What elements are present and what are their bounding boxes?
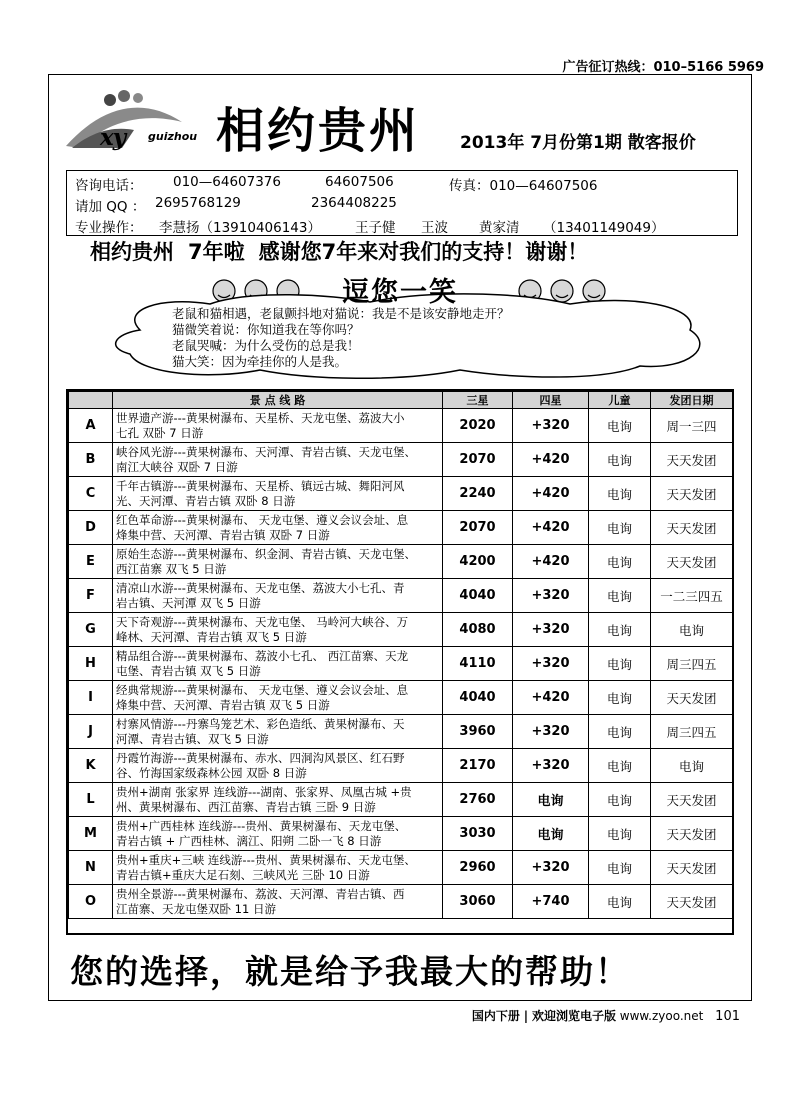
route-description — [113, 409, 443, 443]
price-three-star: 2960 — [443, 851, 513, 885]
price-four-star: +420 — [513, 477, 589, 511]
price-three-star: 2170 — [443, 749, 513, 783]
contact-box — [66, 170, 738, 236]
route-code: H — [69, 647, 113, 681]
price-three-star: 4040 — [443, 579, 513, 613]
route-description — [113, 511, 443, 545]
table-header-row — [69, 392, 733, 409]
footer-browse: 欢迎浏览电子版 — [531, 1009, 616, 1023]
departure-date: 一二三四五 — [651, 579, 733, 613]
route-line: 光、天河潭、青岩古镇 双卧 8 日游 — [116, 493, 296, 508]
price-child: 电询 — [589, 613, 651, 647]
price-three-star: 3030 — [443, 817, 513, 851]
route-code: N — [69, 851, 113, 885]
route-description — [113, 885, 443, 919]
price-three-star: 3960 — [443, 715, 513, 749]
route-line: 青岩古镇 + 广西桂林、漓江、阳朔 二卧一飞 8 日游 — [116, 833, 382, 848]
route-description — [113, 477, 443, 511]
price-four-star: +320 — [513, 613, 589, 647]
table-row — [69, 409, 733, 443]
route-line: 河潭、青岩古镇、双飞 5 日游 — [116, 731, 269, 746]
route-description — [113, 647, 443, 681]
price-four-star: +320 — [513, 851, 589, 885]
header-route: 景 点 线 路 — [113, 392, 443, 409]
header-child: 儿童 — [589, 392, 651, 409]
phone-2: 64607506 — [325, 174, 394, 190]
route-description — [113, 681, 443, 715]
price-child: 电询 — [589, 579, 651, 613]
departure-date: 天天发团 — [651, 885, 733, 919]
price-four-star: +320 — [513, 749, 589, 783]
ops-2: 王子健 — [355, 220, 396, 236]
route-description — [113, 715, 443, 749]
table-row — [69, 545, 733, 579]
route-line: 谷、竹海国家级森林公园 双卧 8 日游 — [116, 765, 307, 780]
joke-title: 逗您一笑 — [342, 277, 458, 308]
joke-line-4: 猫大笑：因为牵挂你的人是我。 — [172, 354, 348, 369]
thanks-banner — [90, 236, 588, 266]
route-code: L — [69, 783, 113, 817]
price-three-star: 4040 — [443, 681, 513, 715]
qq-label: 请加 QQ ： — [75, 199, 146, 215]
price-four-star: +320 — [513, 647, 589, 681]
route-code: C — [69, 477, 113, 511]
price-table-wrapper — [66, 389, 734, 935]
joke-line-3: 老鼠哭喊：为什么受伤的总是我！ — [172, 338, 360, 353]
table-row — [69, 647, 733, 681]
route-line: 烽集中营、天河潭、青岩古镇 双飞 5 日游 — [116, 697, 330, 712]
table-row — [69, 681, 733, 715]
ops-4: 黄家清 — [479, 220, 520, 236]
departure-date: 天天发团 — [651, 681, 733, 715]
footer-site: www.zyoo.net — [619, 1009, 704, 1023]
price-child: 电询 — [589, 783, 651, 817]
departure-date: 天天发团 — [651, 511, 733, 545]
price-child: 电询 — [589, 477, 651, 511]
ops-3: 王波 — [421, 220, 448, 236]
table-row — [69, 749, 733, 783]
price-four-star: +420 — [513, 511, 589, 545]
route-line: 峰林、天河潭、青岩古镇 双飞 5 日游 — [116, 629, 307, 644]
route-line: 江苗寨、天龙屯堡双卧 11 日游 — [116, 901, 276, 916]
price-child: 电询 — [589, 851, 651, 885]
route-code: A — [69, 409, 113, 443]
price-three-star: 2760 — [443, 783, 513, 817]
table-row — [69, 477, 733, 511]
logo-script: xy — [100, 124, 126, 151]
thanks-part2: 7年啦 — [188, 240, 245, 264]
route-line: 南江大峡谷 双卧 7 日游 — [116, 459, 238, 474]
price-four-star: +420 — [513, 443, 589, 477]
phone-1: 010—64607376 — [173, 174, 281, 190]
price-table — [68, 391, 733, 919]
joke-text — [172, 304, 692, 374]
route-line: 贵州全景游---黄果树瀑布、荔波、天河潭、青岩古镇、西 — [116, 886, 405, 901]
route-line: 贵州+重庆+三峡 连线游---贵州、黄果树瀑布、天龙屯堡、 — [116, 852, 416, 867]
qq-2: 2364408225 — [311, 195, 397, 211]
table-row — [69, 715, 733, 749]
joke-line-2: 猫微笑着说：你知道我在等你吗？ — [172, 322, 360, 337]
route-description — [113, 749, 443, 783]
ad-hotline: 广告征订热线：010–5166 5969 — [562, 60, 764, 75]
departure-date: 天天发团 — [651, 851, 733, 885]
header-three-star: 三星 — [443, 392, 513, 409]
price-three-star: 4200 — [443, 545, 513, 579]
route-code: B — [69, 443, 113, 477]
route-line: 青岩古镇+重庆大足石刻、三峡风光 三卧 10 日游 — [116, 867, 370, 882]
header-four-star: 四星 — [513, 392, 589, 409]
price-four-star: +320 — [513, 715, 589, 749]
price-child: 电询 — [589, 443, 651, 477]
departure-date: 周一三四 — [651, 409, 733, 443]
price-three-star: 2070 — [443, 443, 513, 477]
route-code: G — [69, 613, 113, 647]
footer-section: 国内下册 — [471, 1009, 520, 1023]
table-row — [69, 817, 733, 851]
route-description — [113, 443, 443, 477]
route-description — [113, 613, 443, 647]
route-line: 屯堡、青岩古镇 双飞 5 日游 — [116, 663, 261, 678]
ops-1: 李慧扬（13910406143） — [159, 220, 321, 236]
price-four-star: 电询 — [513, 783, 589, 817]
price-four-star: +420 — [513, 545, 589, 579]
issue-info: 2013年 7月份第1期 散客报价 — [460, 133, 696, 153]
price-three-star: 3060 — [443, 885, 513, 919]
page-number: 101 — [715, 1009, 740, 1024]
ops-5: （13401149049） — [543, 220, 665, 236]
departure-date: 天天发团 — [651, 477, 733, 511]
table-row — [69, 613, 733, 647]
route-line: 岩古镇、天河潭 双飞 5 日游 — [116, 595, 261, 610]
price-four-star: +320 — [513, 579, 589, 613]
table-row — [69, 783, 733, 817]
route-code: E — [69, 545, 113, 579]
qq-1: 2695768129 — [155, 195, 241, 211]
departure-date: 天天发团 — [651, 545, 733, 579]
price-three-star: 4110 — [443, 647, 513, 681]
ops-label: 专业操作： — [75, 220, 143, 236]
route-code: I — [69, 681, 113, 715]
route-code: F — [69, 579, 113, 613]
price-four-star: +740 — [513, 885, 589, 919]
route-code: D — [69, 511, 113, 545]
route-line: 村寨风情游---丹寨鸟笼艺术、彩色造纸、黄果树瀑布、天 — [116, 716, 405, 731]
route-line: 世界遗产游---黄果树瀑布、天星桥、天龙屯堡、荔波大小 — [116, 410, 405, 425]
header-departure: 发团日期 — [651, 392, 733, 409]
phone-label: 咨询电话： — [75, 178, 143, 194]
thanks-part3: 感谢您7年来对我们的支持！谢谢！ — [258, 240, 589, 264]
route-line: 精品组合游---黄果树瀑布、荔波小七孔、 西江苗寨、天龙 — [116, 648, 409, 663]
route-description — [113, 783, 443, 817]
footer-separator: | — [523, 1009, 529, 1023]
route-code: O — [69, 885, 113, 919]
joke-line-1: 老鼠和猫相遇，老鼠颤抖地对猫说：我是不是该安静地走开？ — [172, 306, 510, 321]
departure-date: 天天发团 — [651, 817, 733, 851]
price-child: 电询 — [589, 647, 651, 681]
route-line: 清凉山水游---黄果树瀑布、天龙屯堡、荔波大小七孔、青 — [116, 580, 405, 595]
price-child: 电询 — [589, 511, 651, 545]
price-four-star: +320 — [513, 409, 589, 443]
route-line: 西江苗寨 双飞 5 日游 — [116, 561, 227, 576]
route-line: 天下奇观游---黄果树瀑布、天龙屯堡、 马岭河大峡谷、万 — [116, 614, 409, 629]
route-line: 经典常规游---黄果树瀑布、 天龙屯堡、遵义会议会址、息 — [116, 682, 409, 697]
price-child: 电询 — [589, 545, 651, 579]
table-row — [69, 511, 733, 545]
route-line: 烽集中营、天河潭、青岩古镇 双卧 7 日游 — [116, 527, 330, 542]
brand-title: 相约贵州 — [216, 103, 421, 159]
departure-date: 电询 — [651, 749, 733, 783]
route-code: K — [69, 749, 113, 783]
price-four-star: 电询 — [513, 817, 589, 851]
route-line: 原始生态游---黄果树瀑布、织金洞、青岩古镇、天龙屯堡、 — [116, 546, 416, 561]
route-description — [113, 579, 443, 613]
price-three-star: 2070 — [443, 511, 513, 545]
departure-date: 天天发团 — [651, 783, 733, 817]
departure-date: 周三四五 — [651, 715, 733, 749]
price-three-star: 4080 — [443, 613, 513, 647]
page-footer — [472, 1007, 740, 1024]
closing-slogan: 您的选择，就是给予我最大的帮助！ — [70, 952, 630, 991]
table-row — [69, 851, 733, 885]
price-child: 电询 — [589, 681, 651, 715]
departure-date: 天天发团 — [651, 443, 733, 477]
route-line: 贵州+湖南 张家界 连线游---湖南、张家界、凤凰古城 +贵 — [116, 784, 412, 799]
route-line: 峡谷风光游---黄果树瀑布、天河潭、青岩古镇、天龙屯堡、 — [116, 444, 416, 459]
logo-sub: guizhou — [148, 130, 198, 143]
route-description — [113, 545, 443, 579]
departure-date: 周三四五 — [651, 647, 733, 681]
route-line: 千年古镇游---黄果树瀑布、天星桥、镇远古城、舞阳河风 — [116, 478, 405, 493]
route-line: 贵州+广西桂林 连线游---贵州、黄果树瀑布、天龙屯堡、 — [116, 818, 407, 833]
table-row — [69, 443, 733, 477]
route-line: 七孔 双卧 7 日游 — [116, 425, 204, 440]
departure-date: 电询 — [651, 613, 733, 647]
route-line: 丹霞竹海游---黄果树瀑布、赤水、四洞沟风景区、红石野 — [116, 750, 405, 765]
thanks-part1: 相约贵州 — [90, 240, 174, 264]
price-three-star: 2240 — [443, 477, 513, 511]
route-line: 州、黄果树瀑布、西江苗寨、青岩古镇 三卧 9 日游 — [116, 799, 376, 814]
route-line: 红色革命游---黄果树瀑布、 天龙屯堡、遵义会议会址、息 — [116, 512, 409, 527]
price-child: 电询 — [589, 409, 651, 443]
table-row — [69, 579, 733, 613]
price-four-star: +420 — [513, 681, 589, 715]
route-code: M — [69, 817, 113, 851]
price-child: 电询 — [589, 817, 651, 851]
route-code: J — [69, 715, 113, 749]
table-row — [69, 885, 733, 919]
price-child: 电询 — [589, 749, 651, 783]
price-three-star: 2020 — [443, 409, 513, 443]
route-description — [113, 817, 443, 851]
price-child: 电询 — [589, 885, 651, 919]
price-child: 电询 — [589, 715, 651, 749]
route-description — [113, 851, 443, 885]
fax: 传真：010—64607506 — [449, 178, 598, 194]
